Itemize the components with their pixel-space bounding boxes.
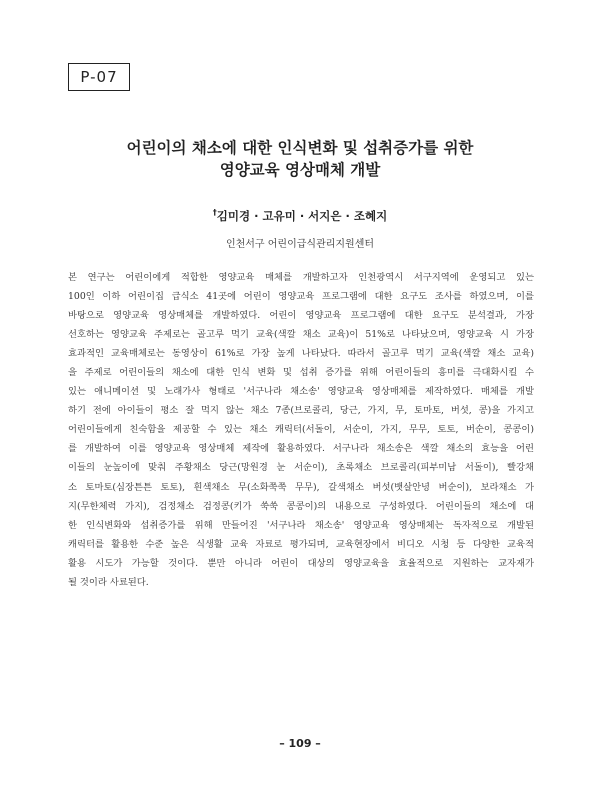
abstract-line: 하기 전에 아이들이 평소 잘 먹지 않는 채소 7종(브로콜리, 당근, 가지, 무, 토마토, 버섯, 콩)을 가지고 [68, 405, 534, 417]
abstract-line: 소 토마토(심장튼튼 토토), 흰색채소 무(소화쭉쭉 무무), 갈색채소 버섯(뱃살안녕 버순이), 보라채소 가 [68, 481, 534, 493]
abstract-line: 이들의 눈높이에 맞춰 주황채소 당근(망원경 눈 서순이), 초록채소 브로콜리(피부미남 서돌이), 빨강채 [68, 462, 534, 474]
abstract-line: 바탕으로 영양교육 영상매체를 개발하였다. 어린이 영양교육 프로그램에 대한 요구도 분석결과, 가장 [68, 310, 534, 322]
abstract-line: 한 인식변화와 섭취증가를 위해 만들어진 '서구나라 채소송' 영양교육 영상매체는 독자적으로 개발된 [68, 519, 534, 531]
authors [0, 208, 600, 224]
abstract-line: 효과적인 교육매체로는 동영상이 61%로 가장 높게 나타났다. 따라서 골고루 먹기 교육(색깔 채소 교육) [68, 348, 534, 360]
abstract-line: 지(무한체력 가지), 검정채소 검정콩(키가 쑥쑥 콩콩이)의 내용으로 구성하였다. 어린이들의 채소에 대 [68, 500, 534, 512]
abstract-line: 을 주제로 어린이들의 채소에 대한 인식 변화 및 섭취 증가를 위해 어린이들의 흥미를 극대화시킬 수 [68, 367, 534, 379]
abstract-line: 본 연구는 어린이에게 적합한 영양교육 매체를 개발하고자 인천광역시 서구지역에 운영되고 있는 [68, 272, 534, 283]
page-number: – 109 – [279, 737, 321, 750]
abstract-line: 선호하는 영양교육 주제로는 골고루 먹기 교육(색깔 채소 교육)이 51%로 나타났으며, 영양교육 시 가장 [68, 329, 534, 341]
abstract-line: 활용 시도가 가능할 것이다. 뿐만 아니라 어린이 대상의 영양교육을 효율적으로 지원하는 교자재가 [68, 557, 534, 569]
poster-code-box [68, 63, 130, 91]
abstract [68, 268, 534, 592]
abstract-line: 캐릭터를 활용한 수준 높은 식생활 교육 자료로 평가되며, 교육현장에서 비디오 시청 등 다양한 교육적 [68, 538, 534, 550]
poster-code: P-07 [80, 68, 118, 86]
abstract-line: 어린이들에게 친숙함을 제공할 수 있는 채소 캐릭터(서돌이, 서순이, 가지, 무무, 토토, 버순이, 콩콩이) [68, 424, 534, 436]
abstract-line: 있는 애니메이션 및 노래가사 형태로 '서구나라 채소송' 영양교육 영상매체를 제작하였다. 매체를 개발 [68, 386, 534, 398]
abstract-line: 를 개발하여 이를 영양교육 영상매체 제작에 활용하였다. 서구나라 채소송은 색깔 채소의 효능을 어린 [68, 443, 534, 455]
title-line-2: 영양교육 영상매체 개발 [219, 161, 381, 179]
title-line-1: 어린이의 채소에 대한 인식변화 및 섭취증가를 위한 [126, 139, 474, 157]
corresponding-author-mark: † [212, 208, 217, 217]
abstract-line: 될 것이라 사료된다. [68, 576, 149, 588]
author-names: 김미경 · 고유미 · 서지은 · 조혜지 [216, 209, 388, 223]
abstract-line: 100인 이하 어린이집 급식소 41곳에 어린이 영양교육 프로그램에 대한 요구도 조사를 하였으며, 이를 [68, 291, 534, 303]
affiliation: 인천서구 어린이급식관리지원센터 [225, 239, 375, 250]
